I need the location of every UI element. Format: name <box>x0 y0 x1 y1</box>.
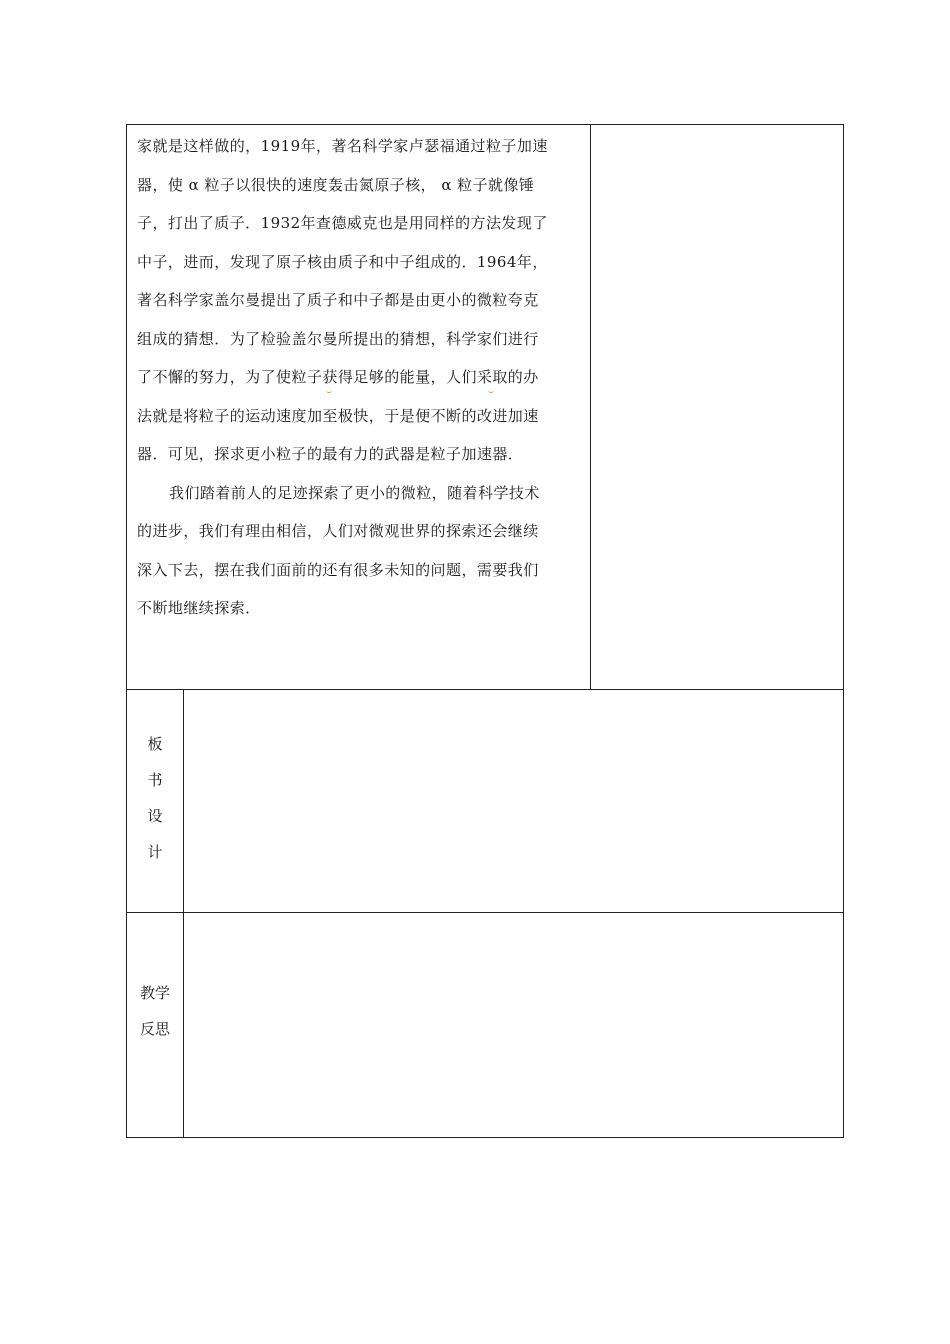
text-line: 的进步，我们有理由相信，人们对微观世界的探索还会继续 <box>137 522 539 540</box>
label-char: 设 <box>147 807 163 825</box>
text-line: 我们踏着前人的足迹探索了更小的微粒，随着科学技术 <box>169 483 540 502</box>
label-line: 教学 <box>139 984 170 1002</box>
text-line: 了不懈的努力，为了使粒子获得足够的能量，人们采取的办 <box>137 368 539 386</box>
blackboard-design-value-cell <box>184 690 843 912</box>
blackboard-design-label <box>127 726 183 870</box>
blackboard-design-label-cell <box>127 690 184 912</box>
text-line: 家就是这样做的，1919年，著名科学家卢瑟福通过粒子加速 <box>137 137 548 155</box>
text-line: 器．可见，探求更小粒子的最有力的武器是粒子加速器． <box>137 445 524 463</box>
lesson-content-cell <box>127 125 591 689</box>
text-line: 子，打出了质子．1932年查德威克也是用同样的方法发现了 <box>137 214 548 232</box>
teaching-reflection-value-cell <box>184 913 843 1137</box>
notes-cell <box>591 125 843 689</box>
blackboard-design-row <box>127 690 843 913</box>
text-line: 深入下去，摆在我们面前的还有很多未知的问题，需要我们 <box>137 560 539 579</box>
teaching-reflection-label <box>127 975 183 1047</box>
text-line: 法就是将粒子的运动速度加至极快，于是便不断的改进加速 <box>137 406 539 425</box>
label-char: 计 <box>147 843 163 861</box>
paragraph-1 <box>137 127 582 474</box>
text-line: 著名科学家盖尔曼提出了质子和中子都是由更小的微粒夸克 <box>137 291 539 309</box>
text-line: 组成的猜想．为了检验盖尔曼所提出的猜想，科学家们进行 <box>137 329 539 348</box>
teaching-reflection-label-cell <box>127 913 184 1137</box>
text-line: 不断地继续探索． <box>137 599 261 617</box>
paragraph-2 <box>137 474 582 628</box>
label-line: 反思 <box>139 1020 170 1038</box>
content-row <box>127 125 843 690</box>
text-line: 器，使 α 粒子以很快的速度轰击氮原子核， α 粒子就像锤 <box>137 175 535 194</box>
teaching-reflection-row <box>127 913 843 1137</box>
lesson-plan-table <box>126 124 844 1138</box>
label-char: 板 <box>147 735 163 753</box>
text-line: 中子，进而，发现了原子核由质子和中子组成的．1964年， <box>137 252 548 271</box>
label-char: 书 <box>147 771 163 789</box>
